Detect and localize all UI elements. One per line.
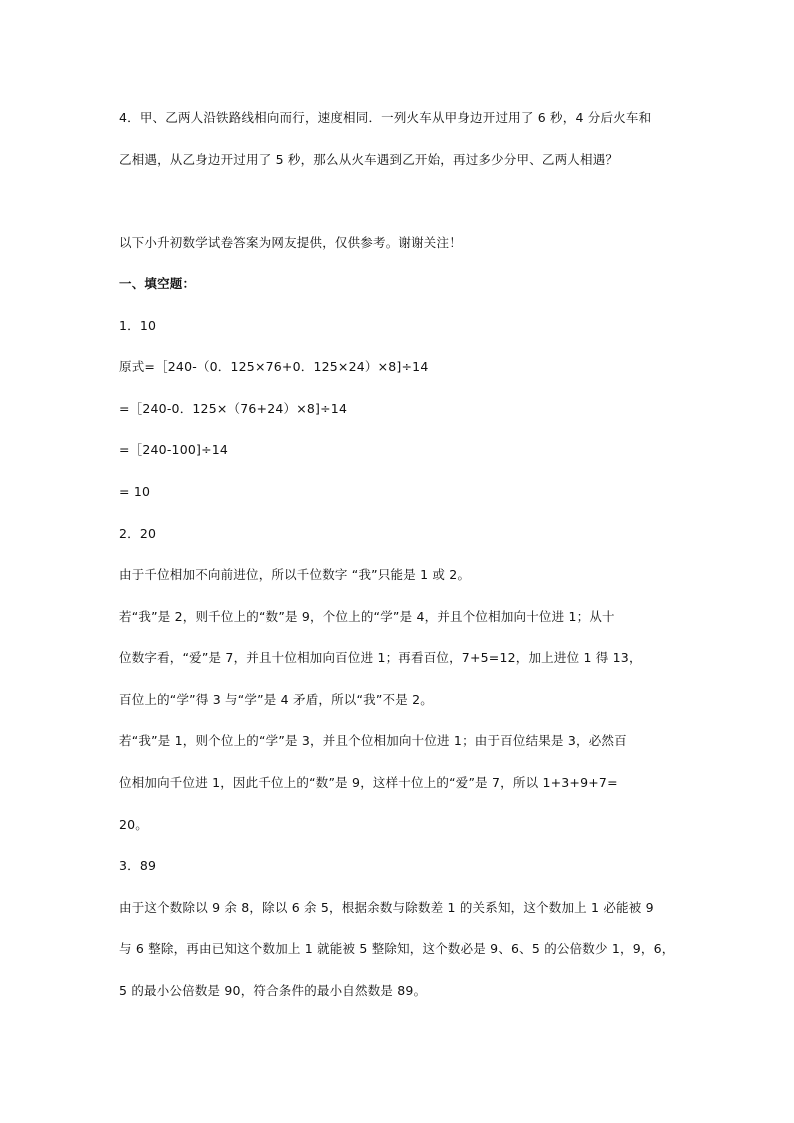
answer2-explanation-line: 百位上的“学”得 3 与“学”是 4 矛盾，所以“我”不是 2。 <box>119 692 433 707</box>
answer1-step: =［240-100]÷14 <box>119 442 229 457</box>
answer1-step: =［240-0．125×（76+24）×8]÷14 <box>119 401 348 416</box>
answer2-explanation-line: 位相加向千位进 1，因此千位上的“数”是 9，这样十位上的“爱”是 7，所以 1+3+9+7= <box>119 775 618 790</box>
answer1-step: 原式=［240-（0．125×76+0．125×24）×8]÷14 <box>119 359 429 374</box>
answer2-explanation-line: 位数字看，“爱”是 7，并且十位相加向百位进 1；再看百位，7+5=12，加上进位 1 得 13， <box>119 650 642 665</box>
answer3-explanation-line: 与 6 整除，再由已知这个数加上 1 就能被 5 整除知，这个数必是 9、6、5 的公倍数少 1，9，6， <box>119 941 675 956</box>
answer3-explanation-line: 5 的最小公倍数是 90，符合条件的最小自然数是 89。 <box>119 983 427 998</box>
answer1-label: 1．10 <box>119 318 157 333</box>
answer2-explanation-line: 20。 <box>119 817 149 832</box>
answer3-explanation-line: 由于这个数除以 9 余 8，除以 6 余 5，根据余数与除数差 1 的关系知，这个数加上 1 必能被 9 <box>119 900 654 915</box>
question4-line2: 乙相遇，从乙身边开过用了 5 秒，那么从火车遇到乙开始，再过多少分甲、乙两人相遇？ <box>119 152 619 167</box>
question4-line1: 4．甲、乙两人沿铁路线相向而行，速度相同．一列火车从甲身边开过用了 6 秒，4 分后火车和 <box>119 110 652 125</box>
section-title-fill-in: 一、填空题： <box>119 276 196 291</box>
answer2-explanation-line: 由于千位相加不向前进位，所以千位数字 “我”只能是 1 或 2。 <box>119 567 471 582</box>
answer2-label: 2．20 <box>119 526 157 541</box>
answer2-explanation-line: 若“我”是 2，则千位上的“数”是 9，个位上的“学”是 4，并且个位相加向十位进 1；从十 <box>119 609 615 624</box>
answer3-label: 3．89 <box>119 858 157 873</box>
answer1-step: = 10 <box>119 484 151 499</box>
answers-intro: 以下小升初数学试卷答案为网友提供，仅供参考。谢谢关注！ <box>119 235 462 250</box>
answer2-explanation-line: 若“我”是 1，则个位上的“学”是 3，并且个位相加向十位进 1；由于百位结果是 3，必然百 <box>119 733 627 748</box>
